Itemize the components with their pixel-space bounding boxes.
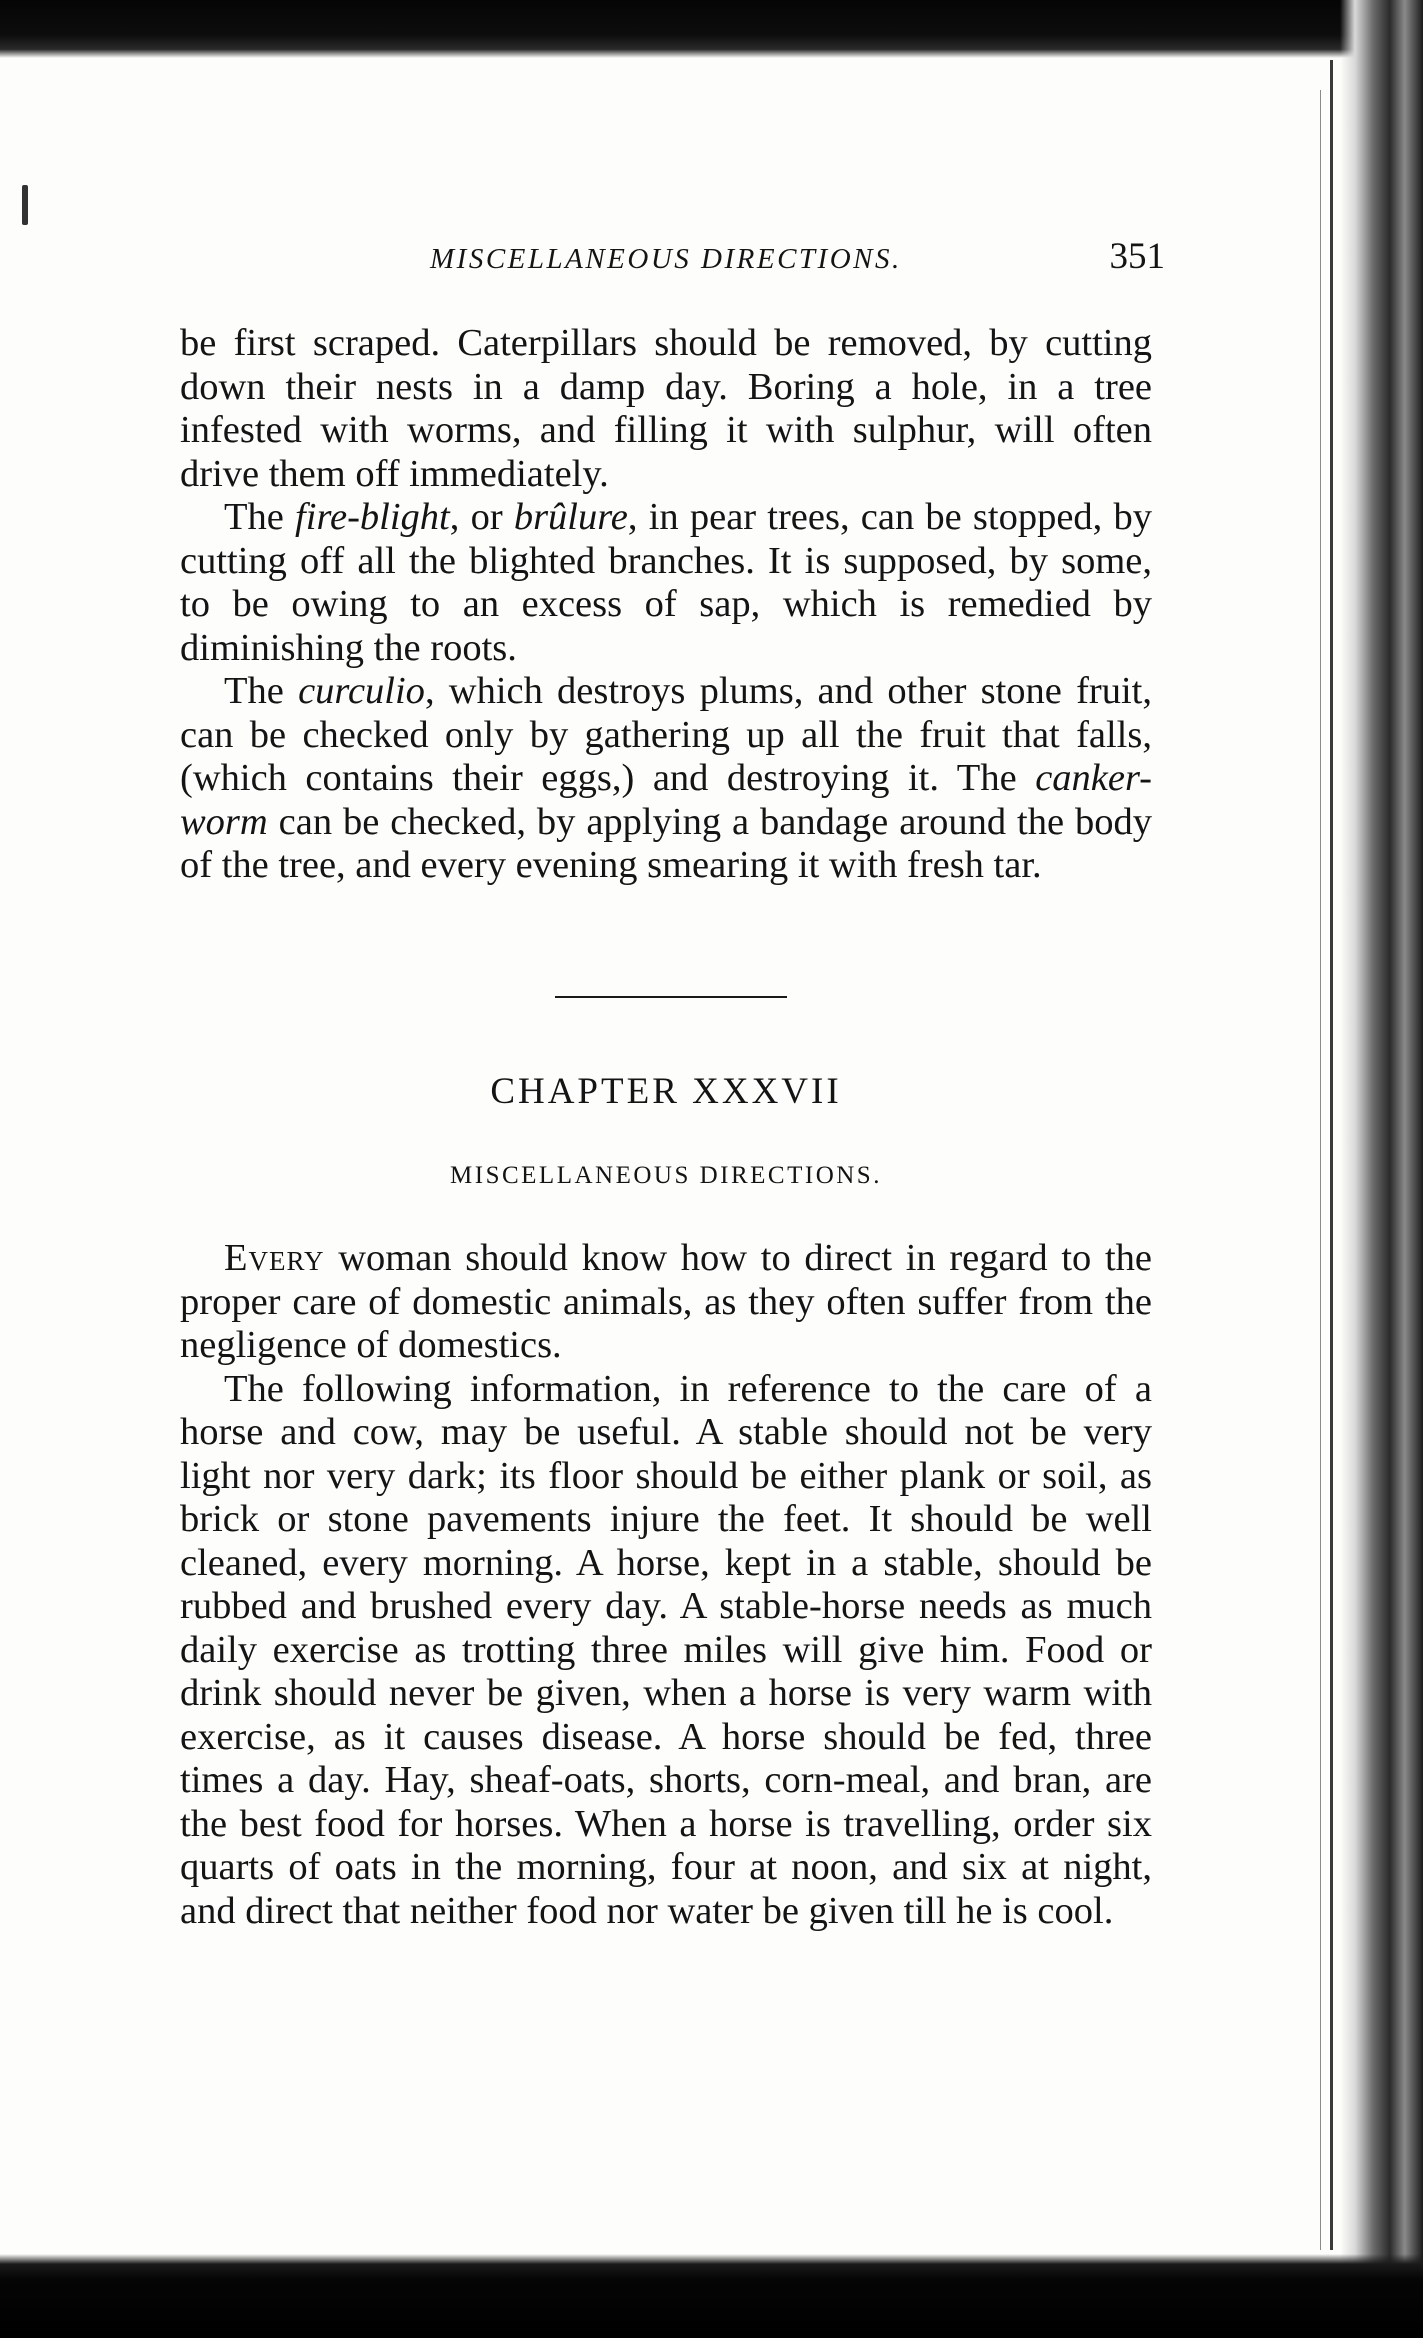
section-2-text <box>180 1237 1152 1933</box>
page-number: 351 <box>1109 236 1165 277</box>
text-run: , or <box>449 496 514 538</box>
chapter-title: CHAPTER XXXVII <box>490 1071 842 1112</box>
text-run: , in pear trees, can be stopped, by cutting off all the blighted branches. It is supposed, by some, to be owing to an excess of sap, which is remedied by diminishing the roots. <box>180 496 1152 669</box>
term-canker-worm: canker-worm <box>180 757 1152 843</box>
text-run: The <box>224 670 299 712</box>
running-head-title: MISCELLANEOUS DIRECTIONS. <box>430 243 902 275</box>
margin-mark <box>22 185 28 225</box>
term-curculio: curculio <box>298 670 425 712</box>
text-run: , which destroys plums, and other stone fruit, can be checked only by gathering up all the fruit that falls, (which contains their eggs,) and destroying it. The <box>180 670 1153 799</box>
paragraph-domestic-animals <box>180 1237 1152 1368</box>
chapter-subtitle: MISCELLANEOUS DIRECTIONS. <box>450 1162 882 1189</box>
binding-gutter-line <box>1330 60 1333 2250</box>
binding-gutter-line-secondary <box>1320 90 1321 2250</box>
section-1-text <box>180 322 1152 888</box>
term-fire-blight: fire-blight <box>295 496 450 538</box>
running-head <box>180 235 1165 285</box>
term-brulure: brûlure <box>513 496 628 538</box>
scan-edge-bottom <box>0 2254 1423 2338</box>
section-divider-rule <box>555 996 787 998</box>
text-run: woman should know how to direct in regard to the proper care of domestic animals, as they often suffer from the negligence of domestics. <box>180 1237 1152 1366</box>
lead-word: Every <box>224 1237 325 1279</box>
text-run: can be checked, by applying a bandage around the body of the tree, and every evening smearing it with fresh tar. <box>180 800 1152 886</box>
paragraph-continuation: be first scraped. Caterpillars should be removed, by cutting down their nests in a damp day. Boring a hole, in a tree infested with worms, and filling it with sulphur, will often drive them off immediately. <box>180 322 1152 495</box>
text-run: The <box>224 496 296 538</box>
paragraph-curculio <box>180 670 1152 888</box>
scan-edge-top <box>0 0 1423 58</box>
paragraph-horse-care: The following information, in reference to the care of a horse and cow, may be useful. A stable should not be very light nor very dark; its floor should be either plank or soil, as brick or stone pavements injure the feet. It should be well cleaned, every morning. A horse, kept in a stable, should be rubbed and brushed every day. A stable-horse needs as much daily exercise as trotting three miles will give him. Food or drink should never be given, when a horse is very warm with exercise, as it causes disease. A horse should be fed, three times a day. Hay, sheaf-oats, shorts, corn-meal, and bran, are the best food for horses. When a horse is travelling, order six quarts of oats in the morning, four at noon, and six at night, and direct that neither food nor water be given till he is cool. <box>180 1367 1152 1932</box>
scan-edge-right <box>1340 0 1423 2338</box>
paragraph-fire-blight <box>180 496 1152 670</box>
